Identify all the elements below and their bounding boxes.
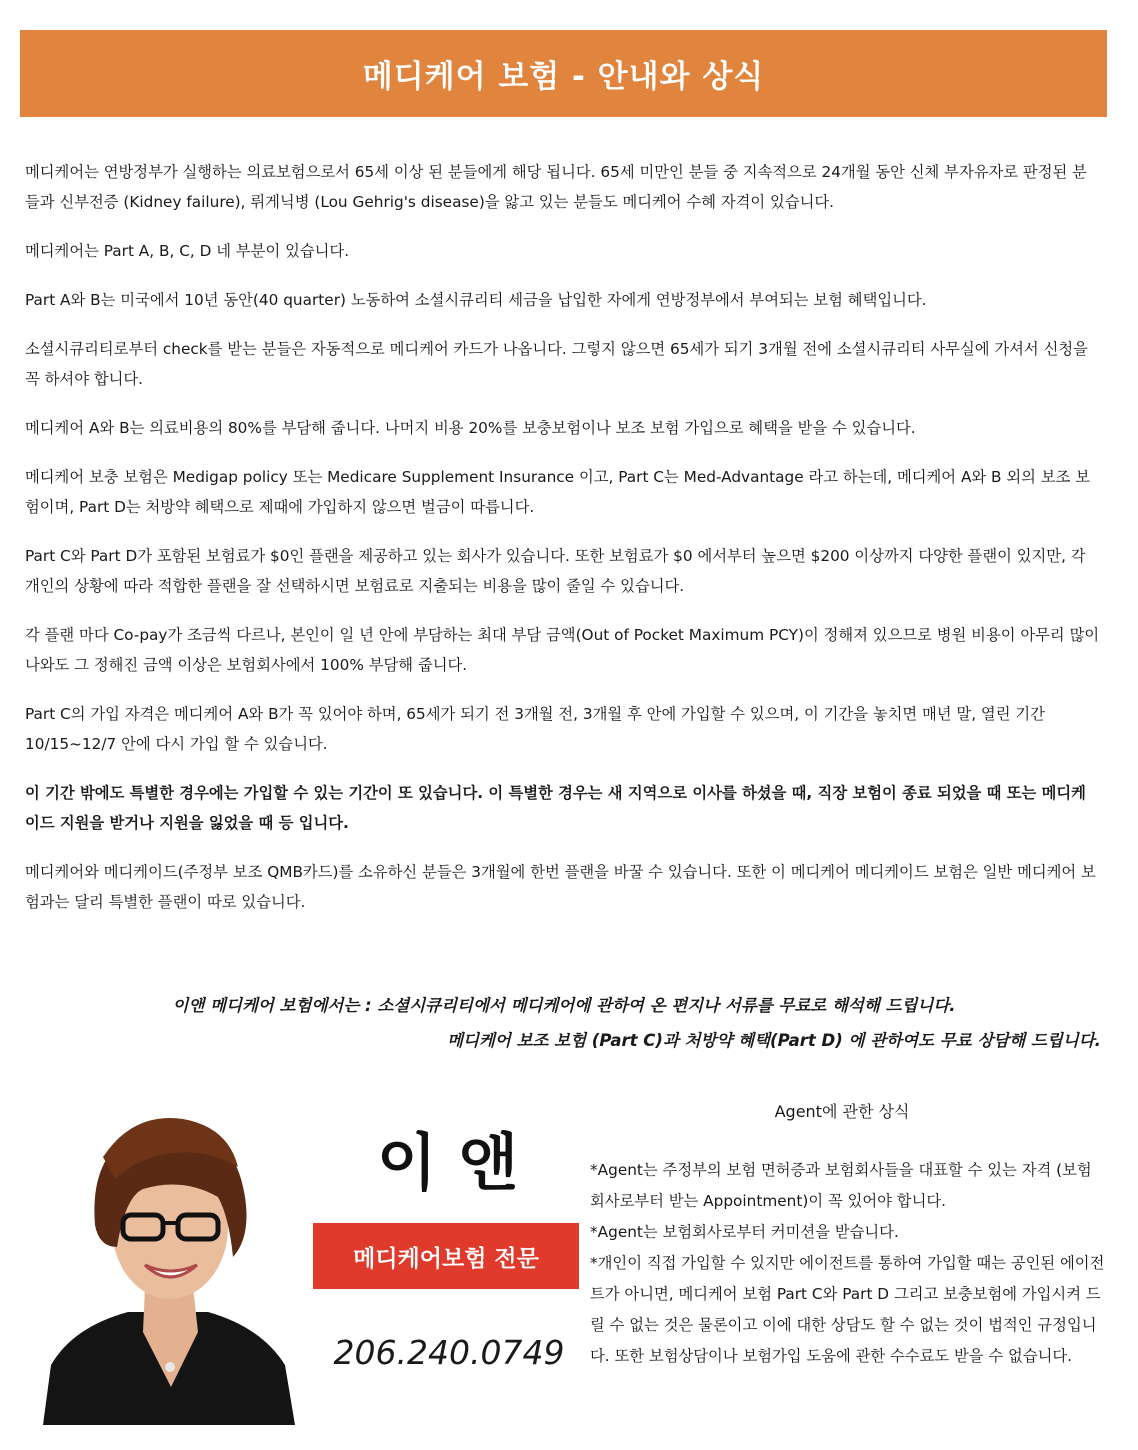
paragraph-special-period: 이 기간 밖에도 특별한 경우에는 가입할 수 있는 기간이 또 있습니다. 이 특별한 경우는 새 지역으로 이사를 하셨을 때, 직장 보험이 종료 되었을 때 또는 메디케이드 지원을 받거나 지원을 잃었을 때 등 입니다. — [25, 784, 1086, 832]
paragraph-part-c-eligibility: Part C의 가입 자격은 메디케어 A와 B가 꼭 있어야 하며, 65세가 되기 전 3개월 전, 3개월 후 안에 가입할 수 있으며, 이 기간을 놓치면 매년 말, 열린 기간 10/15~12/7 안에 다시 가입 할 수 있습니다. — [25, 705, 1045, 753]
promo-block — [0, 988, 1138, 1058]
agent-info-item: *Agent는 보험회사로부터 커미션을 받습니다. — [590, 1223, 899, 1241]
agent-name: 이 앤 — [376, 1126, 519, 1199]
header-banner — [20, 30, 1107, 117]
info-body — [25, 157, 1100, 936]
portrait-illustration — [33, 1097, 303, 1425]
paragraph-eligibility: 메디케어는 연방정부가 실행하는 의료보험으로서 65세 이상 된 분들에게 해당 됩니다. 65세 미만인 분들 중 지속적으로 24개월 동안 신체 부자유자로 판정된 분들과 신부전증 (Kidney failure), 뤼게닉병 (Lou Gehrig's disease)을 앓고 있는 분들도 메디케어 수혜 자격이 있습니다. — [25, 163, 1087, 211]
paragraph-parts: 메디케어는 Part A, B, C, D 네 부분이 있습니다. — [25, 242, 350, 260]
page-title: 메디케어 보험 - 안내와 상식 — [362, 59, 765, 95]
agent-info-item: *개인이 직접 가입할 수 있지만 에이전트를 통하여 가입할 때는 공인된 에이전트가 아니면, 메디케어 보험 Part C와 Part D 그리고 보충보험에 가입시켜 드릴 수 없는 것은 물론이고 이에 대한 상담도 할 수 없는 것이 법적인 규정입니다. 또한 보험상담이나 보험가입 도움에 관한 수수료도 받을 수 없습니다. — [590, 1254, 1105, 1365]
agent-info-item: *Agent는 주정부의 보험 면허증과 보험회사들을 대표할 수 있는 자격 (보험회사로부터 받는 Appointment)이 꼭 있어야 합니다. — [590, 1161, 1092, 1210]
paragraph-copay: 각 플랜 마다 Co-pay가 조금씩 다르나, 본인이 일 년 안에 부담하는 최대 부담 금액(Out of Pocket Maximum PCY)이 정해져 있으므로 병원 비용이 아무리 많이 나와도 그 정해진 금액 이상은 보험회사에서 100% 부담해 줍니다. — [25, 626, 1100, 674]
paragraph-premium: Part C와 Part D가 포함된 보험료가 $0인 플랜을 제공하고 있는 회사가 있습니다. 또한 보험료가 $0 에서부터 높으면 $200 이상까지 다양한 플랜이 있지만, 각 개인의 상황에 따라 적합한 플랜을 잘 선택하시면 보험료로 지출되는 비용을 많이 줄일 수 있습니다. — [25, 547, 1086, 595]
agent-info-title: Agent에 관한 상식 — [774, 1102, 910, 1121]
specialty-badge — [313, 1223, 579, 1289]
agent-info-list — [590, 1155, 1105, 1372]
paragraph-enrollment: 소셜시큐리티로부터 check를 받는 분들은 자동적으로 메디케어 카드가 나옵니다. 그렇지 않으면 65세가 되기 3개월 전에 소셜시큐리티 사무실에 가셔서 신청을 꼭 하셔야 합니다. — [25, 340, 1088, 388]
phone-number[interactable]: 206.240.0749 — [333, 1333, 565, 1372]
paragraph-supplement: 메디케어 보충 보험은 Medigap policy 또는 Medicare Supplement Insurance 이고, Part C는 Med-Advantage 라고 하는데, 메디케어 A와 B 외의 보조 보험이며, Part D는 처방약 혜택으로 제때에 가입하지 않으면 벌금이 따릅니다. — [25, 468, 1091, 516]
specialty-label: 메디케어보험 전문 — [353, 1245, 539, 1272]
paragraph-part-a-b: Part A와 B는 미국에서 10년 동안(40 quarter) 노동하여 소셜시큐리티 세금을 납입한 자에게 연방정부에서 부여되는 보험 혜택입니다. — [25, 291, 927, 309]
paragraph-coverage: 메디케어 A와 B는 의료비용의 80%를 부담해 줍니다. 나머지 비용 20%를 보충보험이나 보조 보험 가입으로 혜택을 받을 수 있습니다. — [25, 419, 916, 437]
agent-portrait — [33, 1097, 303, 1425]
paragraph-medicaid: 메디케어와 메디케이드(주정부 보조 QMB카드)를 소유하신 분들은 3개월에 한번 플랜을 바꿀 수 있습니다. 또한 이 메디케어 메디케이드 보험은 일반 메디케어 보험과는 달리 특별한 플랜이 따로 있습니다. — [25, 863, 1096, 911]
promo-line-2: 메디케어 보조 보험 (Part C)과 처방약 혜택(Part D) 에 관하여도 무료 상담해 드립니다. — [447, 1031, 1101, 1050]
promo-line-1: 이앤 메디케어 보험에서는 : 소셜시큐리티에서 메디케어에 관하여 온 편지나 서류를 무료로 해석해 드립니다. — [172, 996, 956, 1015]
